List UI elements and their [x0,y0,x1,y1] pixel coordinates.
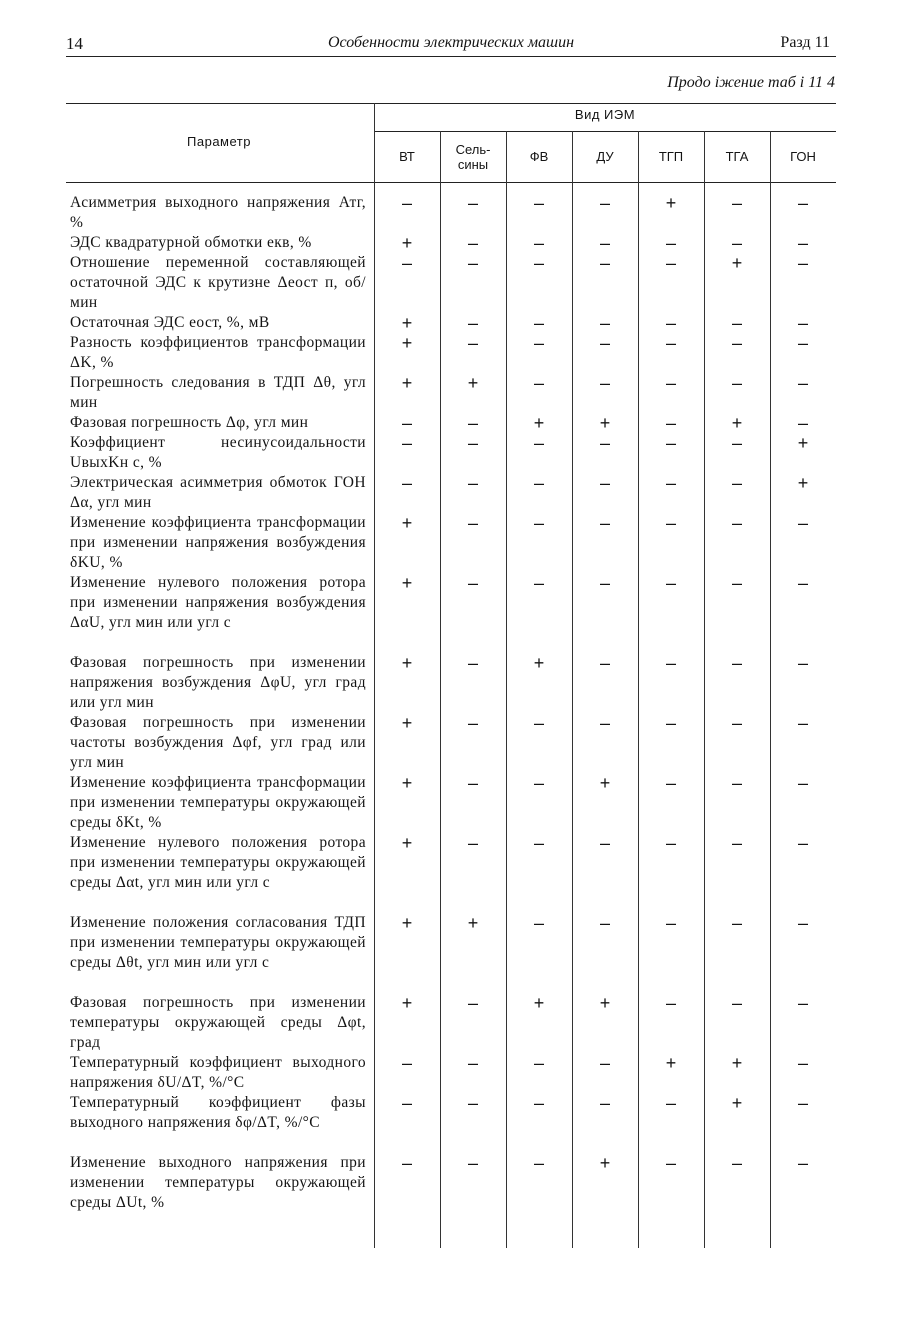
row-mark: – [665,413,676,433]
row-mark: – [533,573,544,593]
row-mark: – [797,713,808,733]
row-mark: – [665,333,676,353]
row-mark: – [797,193,808,213]
row-mark: – [467,313,478,333]
row-mark: + [401,773,413,793]
row-mark: – [797,913,808,933]
row-mark: – [533,233,544,253]
row-mark: + [401,333,413,353]
row-mark: – [599,253,610,273]
header-rule [66,56,836,57]
row-mark: + [731,1053,743,1073]
row-mark: – [665,713,676,733]
row-mark: + [533,993,545,1013]
row-parameter: Изменение выходного напряжения при изменении температуры окружающей среды ΔUt, % [70,1154,366,1211]
row-mark: – [599,333,610,353]
row-mark: – [731,313,742,333]
row-mark: + [401,713,413,733]
row-mark: – [599,513,610,533]
iem-type-group-header: Вид ИЭМ [574,107,636,122]
row-parameter: Разность коэффициентов трансформации ΔK, % [70,334,366,371]
row-mark: – [731,653,742,673]
row-mark: – [665,1093,676,1113]
row-mark: + [599,413,611,433]
row-mark: – [665,993,676,1013]
row-parameter: Фазовая погрешность при изменении напряжения возбуждения ΔφU, угл град или угл мин [70,654,366,711]
row-mark: + [401,653,413,673]
page-header [66,30,836,52]
row-mark: – [467,713,478,733]
row-mark: – [599,833,610,853]
row-mark: – [731,1153,742,1173]
row-mark: – [533,473,544,493]
row-mark: – [533,1153,544,1173]
row-mark: – [797,993,808,1013]
row-mark: – [533,193,544,213]
row-mark: – [731,473,742,493]
row-mark: – [599,1053,610,1073]
row-mark: – [533,373,544,393]
row-mark: – [731,193,742,213]
row-mark: + [401,573,413,593]
row-mark: – [401,193,412,213]
column-header: ФВ [529,149,549,164]
row-mark: + [401,373,413,393]
row-mark: – [467,773,478,793]
row-mark: – [467,573,478,593]
row-mark: – [797,253,808,273]
row-mark: + [731,253,743,273]
column-separator [638,131,639,1248]
row-mark: + [731,1093,743,1113]
column-separator [572,131,573,1248]
row-mark: – [665,653,676,673]
row-mark: – [797,1153,808,1173]
row-mark: – [731,773,742,793]
row-mark: – [731,573,742,593]
row-mark: – [797,1053,808,1073]
section-label: Разд 11 [780,34,830,51]
column-separator [770,131,771,1248]
row-mark: – [533,713,544,733]
row-mark: + [599,1153,611,1173]
row-mark: – [401,1093,412,1113]
row-mark: – [467,653,478,673]
row-parameter: Изменение коэффициента трансформации при изменении температуры окружающей среды δKt, % [70,774,366,831]
row-mark: – [467,413,478,433]
row-mark: – [797,573,808,593]
row-mark: – [533,433,544,453]
row-parameter: Изменение коэффициента трансформации при изменении напряжения возбуждения δKU, % [70,514,366,571]
row-mark: + [401,313,413,333]
table-header-rule [66,182,836,183]
column-separator [440,131,441,1248]
row-mark: – [533,333,544,353]
row-parameter: ЭДС квадратурной обмотки екв, % [70,234,312,251]
row-parameter: Фазовая погрешность Δφ, угл мин [70,414,309,431]
row-mark: – [533,1093,544,1113]
row-parameter: Электрическая асимметрия обмоток ГОН Δα, угл мин [70,474,366,511]
row-mark: + [401,833,413,853]
row-mark: – [533,513,544,533]
table-continuation-label: Продо іжение таб і 11 4 [667,74,835,91]
row-mark: – [665,573,676,593]
row-mark: + [599,773,611,793]
row-mark: + [467,373,479,393]
row-mark: – [401,473,412,493]
row-mark: – [599,913,610,933]
row-mark: – [401,1053,412,1073]
column-separator [374,103,375,1248]
row-mark: – [665,253,676,273]
row-mark: – [797,233,808,253]
row-mark: – [731,833,742,853]
column-header: ВТ [399,149,415,164]
row-mark: – [401,253,412,273]
row-mark: – [467,1053,478,1073]
row-mark: + [665,193,677,213]
row-mark: – [665,313,676,333]
row-mark: – [533,833,544,853]
row-mark: – [467,193,478,213]
row-mark: – [533,313,544,333]
row-mark: – [665,773,676,793]
row-mark: – [467,513,478,533]
row-mark: – [797,1093,808,1113]
row-mark: – [533,773,544,793]
row-mark: – [665,913,676,933]
row-mark: – [665,1153,676,1173]
row-mark: + [665,1053,677,1073]
column-separator [704,131,705,1248]
row-mark: – [665,233,676,253]
row-mark: + [401,913,413,933]
row-mark: – [665,473,676,493]
row-parameter: Остаточная ЭДС еост, %, мВ [70,314,270,331]
row-mark: – [467,833,478,853]
row-mark: – [665,833,676,853]
row-mark: + [797,433,809,453]
row-parameter: Отношение переменной составляющей остаточной ЭДС к крутизне Δеост п, об/мин [70,254,366,311]
row-mark: – [467,253,478,273]
row-mark: – [797,773,808,793]
row-mark: – [731,333,742,353]
row-mark: – [731,993,742,1013]
row-mark: – [731,373,742,393]
row-parameter: Изменение положения согласования ТДП при изменении температуры окружающей среды Δθt, угл мин или угл с [70,914,366,971]
row-mark: – [599,573,610,593]
row-mark: – [467,233,478,253]
table-top-rule [66,103,836,104]
row-mark: + [401,993,413,1013]
row-mark: – [731,233,742,253]
row-mark: – [665,513,676,533]
row-mark: – [797,373,808,393]
row-mark: – [731,913,742,933]
row-parameter: Погрешность следования в ТДП Δθ, угл мин [70,374,366,411]
row-parameter: Температурный коэффициент фазы выходного напряжения δφ/ΔT, %/°C [70,1094,366,1131]
row-mark: – [467,333,478,353]
row-mark: – [731,433,742,453]
param-column-header: Параметр [187,134,251,149]
row-mark: – [401,413,412,433]
row-parameter: Коэффициент несинусоидальности UвыхKн с, % [70,434,366,471]
row-mark: – [665,373,676,393]
row-mark: – [599,313,610,333]
row-mark: – [467,993,478,1013]
row-mark: – [599,473,610,493]
row-mark: – [797,413,808,433]
row-mark: – [731,513,742,533]
column-separator [506,131,507,1248]
row-mark: – [797,333,808,353]
row-parameter: Изменение нулевого положения ротора при изменении напряжения возбуждения ΔαU, угл мин или угл с [70,574,366,631]
column-header: ТГП [658,149,684,164]
row-mark: + [731,413,743,433]
row-mark: – [599,433,610,453]
column-header: ТГА [725,149,749,164]
row-mark: – [599,713,610,733]
row-mark: – [467,1093,478,1113]
row-mark: + [797,473,809,493]
row-mark: + [533,413,545,433]
row-mark: – [467,473,478,493]
row-mark: – [401,1153,412,1173]
row-mark: – [401,433,412,453]
row-parameter: Температурный коэффициент выходного напряжения δU/ΔT, %/°C [70,1054,366,1091]
row-mark: + [401,513,413,533]
row-mark: + [599,993,611,1013]
row-mark: – [599,653,610,673]
row-mark: – [797,313,808,333]
row-mark: – [467,433,478,453]
row-mark: – [599,233,610,253]
row-mark: – [467,1153,478,1173]
row-mark: – [599,193,610,213]
page-number: 14 [66,34,83,53]
row-mark: – [533,913,544,933]
row-mark: – [731,713,742,733]
row-mark: – [797,833,808,853]
row-mark: – [533,253,544,273]
row-mark: – [599,1093,610,1113]
row-mark: – [533,1053,544,1073]
column-header: ДУ [596,149,614,164]
column-header: ГОН [790,149,816,164]
row-parameter: Фазовая погрешность при изменении частоты возбуждения Δφf, угл град или угл мин [70,714,366,771]
row-mark: – [797,513,808,533]
row-parameter: Изменение нулевого положения ротора при изменении температуры окружающей среды Δαt, угл мин или угл с [70,834,366,891]
row-parameter: Асимметрия выходного напряжения Атг, % [70,194,366,231]
row-mark: + [401,233,413,253]
row-mark: – [665,433,676,453]
row-mark: – [599,373,610,393]
group-header-rule [374,131,836,132]
row-mark: + [533,653,545,673]
running-title: Особенности электрических машин [327,34,575,51]
row-parameter: Фазовая погрешность при изменении температуры окружающей среды Δφt, град [70,994,366,1051]
row-mark: – [797,653,808,673]
column-header: Сель- сины [455,141,491,172]
row-mark: + [467,913,479,933]
